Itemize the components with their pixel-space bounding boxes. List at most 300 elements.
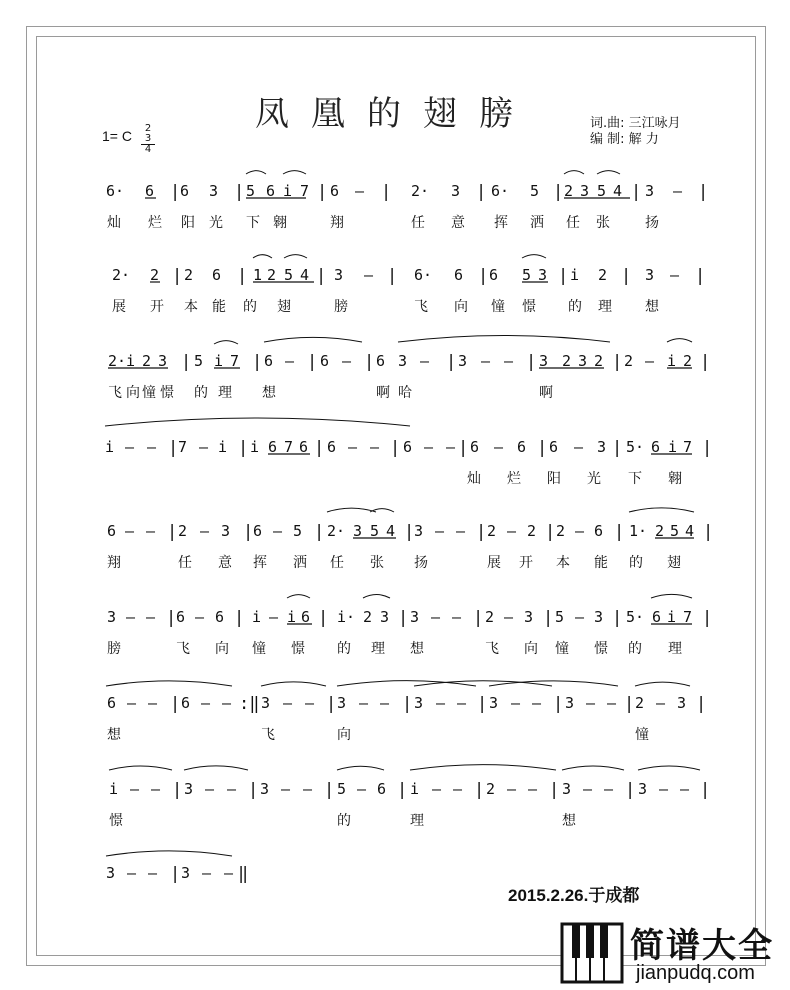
note: 2 <box>178 522 188 540</box>
barline: | <box>166 608 177 628</box>
note: 6 <box>299 438 309 456</box>
lyric: 理 <box>598 299 612 315</box>
note: – <box>273 522 283 540</box>
note: 4 <box>300 266 310 284</box>
note: 2· <box>327 522 346 540</box>
barline: | <box>703 522 714 542</box>
barline: | <box>381 182 392 202</box>
lyric: 下 <box>628 471 642 487</box>
lyric: 想 <box>107 727 121 743</box>
barline: | <box>458 438 469 458</box>
note: – <box>680 780 690 798</box>
note: 3 <box>380 608 390 626</box>
note: 3 <box>106 864 116 882</box>
lyric: 扬 <box>414 555 428 571</box>
note: 6· <box>491 182 510 200</box>
note: – <box>130 780 140 798</box>
note: 3 <box>677 694 687 712</box>
lyric: 飞 <box>176 641 190 657</box>
lyric: 憧 <box>142 385 156 401</box>
note: 6 <box>264 352 274 370</box>
barline: | <box>243 522 254 542</box>
lyric: 任 <box>411 215 425 231</box>
note: i <box>250 438 260 456</box>
note: i <box>214 352 224 370</box>
lyric: 阳 <box>181 215 195 231</box>
barline: | <box>526 352 537 372</box>
note: 3 <box>489 694 499 712</box>
note: – <box>359 694 369 712</box>
lyric: 翅 <box>667 555 681 571</box>
note: 2 <box>594 352 604 370</box>
slur <box>667 339 692 342</box>
note: 5 <box>555 608 565 626</box>
note: 3 <box>565 694 575 712</box>
note: 3 <box>414 694 424 712</box>
lyric: 理 <box>218 385 232 401</box>
note: 5 <box>522 266 532 284</box>
note: 3 <box>260 780 270 798</box>
slur <box>109 766 172 770</box>
note: 2 <box>683 352 693 370</box>
lyric: 膀 <box>107 641 121 657</box>
note: 3 <box>458 352 468 370</box>
note: 3 <box>410 608 420 626</box>
lyric: 的 <box>628 641 642 657</box>
note: – <box>357 780 367 798</box>
lyric: 展 <box>487 555 501 571</box>
barline: | <box>543 608 554 628</box>
note: – <box>435 522 445 540</box>
barline: | <box>314 522 325 542</box>
note: i <box>667 352 677 370</box>
note: 1· <box>629 522 648 540</box>
lyric: 任 <box>566 215 580 231</box>
slur <box>283 171 306 174</box>
note: i <box>570 266 580 284</box>
note: 2· <box>108 352 127 370</box>
note: – <box>283 694 293 712</box>
note: 2 <box>486 780 496 798</box>
barline: | <box>700 352 711 372</box>
barline: | <box>234 182 245 202</box>
lyric: 的 <box>568 299 582 315</box>
note: 2 <box>363 608 373 626</box>
note: 3 <box>578 352 588 370</box>
slur <box>410 765 556 770</box>
note: i <box>287 608 297 626</box>
lyric: 能 <box>594 555 608 571</box>
lyric: 的 <box>243 299 257 315</box>
note: 7 <box>683 608 693 626</box>
song-title: 凤凰的翅膀 <box>255 94 535 134</box>
barline: | <box>170 182 181 202</box>
note: 2 <box>564 182 574 200</box>
note: – <box>201 694 211 712</box>
lyric: 飞 <box>261 727 275 743</box>
note: – <box>420 352 430 370</box>
lyric: 憧 <box>491 299 505 315</box>
barline: | <box>625 780 636 800</box>
lyric: 灿 <box>107 215 121 231</box>
note: 7 <box>300 182 310 200</box>
slur <box>106 681 232 686</box>
barline: | <box>237 266 248 286</box>
barline: | <box>696 694 707 714</box>
time-signature-bottom: 4 <box>141 144 155 155</box>
key-signature: 1= C <box>102 128 132 144</box>
lyric: 的 <box>337 813 351 829</box>
slur <box>564 171 584 174</box>
barline: | <box>316 266 327 286</box>
lyric: 憧 <box>635 727 649 743</box>
lyric: 向 <box>126 385 140 401</box>
note: 4 <box>386 522 396 540</box>
date-location: 2015.2.26.于成都 <box>508 886 640 905</box>
note: 3 <box>645 182 655 200</box>
note: 3 <box>209 182 219 200</box>
note: – <box>281 780 291 798</box>
note: – <box>436 694 446 712</box>
note: – <box>200 522 210 540</box>
lyric: 理 <box>410 813 424 829</box>
barline: | <box>398 608 409 628</box>
lyric: 飞 <box>414 299 428 315</box>
note: 6 <box>652 608 662 626</box>
barline: | <box>537 438 548 458</box>
barline: | <box>700 780 711 800</box>
note: 3 <box>539 352 549 370</box>
note: 3 <box>334 266 344 284</box>
note: 3 <box>594 608 604 626</box>
note: – <box>432 780 442 798</box>
lyric: 张 <box>596 215 610 231</box>
note: 6 <box>403 438 413 456</box>
lyric: 哈 <box>398 385 412 401</box>
slur <box>287 595 310 598</box>
barline: | <box>364 352 375 372</box>
lyric: 想 <box>645 299 659 315</box>
note: – <box>305 694 315 712</box>
barline: | <box>702 438 713 458</box>
lyric: 翱 <box>668 471 682 487</box>
note: 7 <box>178 438 188 456</box>
lyric: 任 <box>178 555 192 571</box>
note: 6 <box>454 266 464 284</box>
note: 6 <box>594 522 604 540</box>
barline: | <box>402 694 413 714</box>
barline: | <box>702 608 713 628</box>
note: – <box>670 266 680 284</box>
lyric: 想 <box>410 641 424 657</box>
barline: | <box>612 352 623 372</box>
barline: | <box>631 182 642 202</box>
note: 6 <box>180 182 190 200</box>
note: – <box>125 522 135 540</box>
note: – <box>604 780 614 798</box>
note: 7 <box>683 438 693 456</box>
barline: ‖ <box>238 864 249 884</box>
lyric: 向 <box>524 641 538 657</box>
note: i <box>668 438 678 456</box>
note: – <box>146 608 156 626</box>
note: 6 <box>107 694 117 712</box>
lyric: 挥 <box>253 555 267 571</box>
barline: | <box>558 266 569 286</box>
note: 6 <box>327 438 337 456</box>
note: 2 <box>485 608 495 626</box>
note: – <box>607 694 617 712</box>
barline: | <box>404 522 415 542</box>
note: 3 <box>107 608 117 626</box>
note: – <box>528 780 538 798</box>
lyric: 本 <box>556 555 570 571</box>
note: 4 <box>685 522 695 540</box>
note: 5 <box>293 522 303 540</box>
note: – <box>452 608 462 626</box>
lyric: 洒 <box>293 555 307 571</box>
barline: | <box>614 522 625 542</box>
note: – <box>380 694 390 712</box>
lyric: 烂 <box>507 471 521 487</box>
barline: | <box>695 266 706 286</box>
note: – <box>126 608 136 626</box>
note: – <box>656 694 666 712</box>
lyric: 烂 <box>148 215 162 231</box>
watermark-url: jianpudq.com <box>636 962 755 984</box>
note: 6 <box>107 522 117 540</box>
barline: | <box>473 608 484 628</box>
barline: | <box>172 780 183 800</box>
barline: | <box>181 352 192 372</box>
note: – <box>224 864 234 882</box>
note: 2 <box>598 266 608 284</box>
lyric: 扬 <box>645 215 659 231</box>
note: i <box>283 182 293 200</box>
lyric: 飞 <box>108 385 122 401</box>
barline: | <box>478 266 489 286</box>
note: – <box>127 694 137 712</box>
credits-lyricist-composer: 词.曲: 三江咏月 <box>590 116 681 131</box>
note: 2 <box>635 694 645 712</box>
note: 6 <box>266 182 276 200</box>
note: 3 <box>524 608 534 626</box>
barline: | <box>326 694 337 714</box>
note: 3 <box>398 352 408 370</box>
note: – <box>504 352 514 370</box>
note: 3 <box>353 522 363 540</box>
slur <box>261 682 326 686</box>
note: 6 <box>215 608 225 626</box>
note: 6 <box>320 352 330 370</box>
lyric: 的 <box>337 641 351 657</box>
slur <box>105 418 410 426</box>
note: – <box>205 780 215 798</box>
barline: | <box>168 438 179 458</box>
note: – <box>348 438 358 456</box>
note: – <box>424 438 434 456</box>
note: 6 <box>651 438 661 456</box>
slur <box>629 508 694 512</box>
lyric: 的 <box>194 385 208 401</box>
note: – <box>673 182 683 200</box>
lyric: 憬 <box>291 641 305 657</box>
lyric: 洒 <box>530 215 544 231</box>
note: – <box>457 694 467 712</box>
note: 6 <box>301 608 311 626</box>
slur <box>337 766 384 770</box>
lyric: 本 <box>184 299 198 315</box>
note: i <box>667 608 677 626</box>
note: – <box>269 608 279 626</box>
note: 3 <box>562 780 572 798</box>
barline: | <box>446 352 457 372</box>
barline: | <box>545 522 556 542</box>
lyric: 想 <box>562 813 576 829</box>
barline: | <box>474 780 485 800</box>
note: – <box>127 864 137 882</box>
note: 6 <box>470 438 480 456</box>
barline: | <box>170 694 181 714</box>
barline: | <box>390 438 401 458</box>
note: i <box>126 352 136 370</box>
note: 6 <box>517 438 527 456</box>
note: – <box>355 182 365 200</box>
note: – <box>146 522 156 540</box>
note: 6· <box>414 266 433 284</box>
lyric: 下 <box>246 215 260 231</box>
slur <box>363 595 390 598</box>
lyric: 翱 <box>273 215 287 231</box>
note: – <box>148 694 158 712</box>
lyric: 向 <box>454 299 468 315</box>
barline: | <box>318 608 329 628</box>
slur <box>327 508 376 512</box>
lyric: 憬 <box>109 813 123 829</box>
note: – <box>125 438 135 456</box>
note: – <box>342 352 352 370</box>
note: 5 <box>194 352 204 370</box>
note: – <box>574 438 584 456</box>
slur <box>398 335 610 342</box>
lyric: 光 <box>587 471 601 487</box>
barline: | <box>170 864 181 884</box>
lyric: 憧 <box>252 641 266 657</box>
lyric: 翔 <box>107 555 121 571</box>
note: – <box>659 780 669 798</box>
lyric: 灿 <box>467 471 481 487</box>
note: 2 <box>562 352 572 370</box>
note: 6 <box>145 182 155 200</box>
barline: | <box>252 352 263 372</box>
note: 3 <box>337 694 347 712</box>
note: – <box>504 608 514 626</box>
note: – <box>199 438 209 456</box>
lyric: 飞 <box>485 641 499 657</box>
note: 4 <box>613 182 623 200</box>
note: 3 <box>221 522 231 540</box>
slur <box>184 766 248 770</box>
note: 6 <box>549 438 559 456</box>
lyric: 能 <box>212 299 226 315</box>
lyric: 阳 <box>547 471 561 487</box>
note: 6 <box>330 182 340 200</box>
note: – <box>507 522 517 540</box>
barline: | <box>549 780 560 800</box>
slur <box>638 766 700 770</box>
note: 1 <box>253 266 263 284</box>
barline: | <box>248 780 259 800</box>
note: – <box>507 780 517 798</box>
watermark-name: 简谱大全 <box>630 926 774 966</box>
note: 3 <box>181 864 191 882</box>
lyric: 开 <box>519 555 533 571</box>
note: 3 <box>184 780 194 798</box>
note: – <box>285 352 295 370</box>
lyric: 挥 <box>494 215 508 231</box>
lyric: 向 <box>215 641 229 657</box>
note: – <box>456 522 466 540</box>
note: 3 <box>451 182 461 200</box>
note: 6 <box>377 780 387 798</box>
note: 2 <box>556 522 566 540</box>
barline: | <box>234 608 245 628</box>
note: 6 <box>253 522 263 540</box>
note: 3 <box>261 694 271 712</box>
note: 5 <box>284 266 294 284</box>
barline: | <box>553 182 564 202</box>
note: – <box>227 780 237 798</box>
slur <box>214 341 238 344</box>
note: 5 <box>670 522 680 540</box>
note: – <box>202 864 212 882</box>
note: 6· <box>106 182 125 200</box>
note: 5· <box>626 438 645 456</box>
note: 3 <box>645 266 655 284</box>
lyric: 翔 <box>330 215 344 231</box>
note: – <box>453 780 463 798</box>
note: 6 <box>181 694 191 712</box>
slur <box>562 766 624 770</box>
barline: | <box>612 438 623 458</box>
barline: | <box>612 608 623 628</box>
note: – <box>586 694 596 712</box>
barline: | <box>167 522 178 542</box>
lyric: 开 <box>150 299 164 315</box>
lyric: 张 <box>370 555 384 571</box>
note: – <box>151 780 161 798</box>
note: 7 <box>284 438 294 456</box>
note: 2· <box>112 266 131 284</box>
note: – <box>370 438 380 456</box>
barline: | <box>307 352 318 372</box>
lyric: 憧 <box>555 641 569 657</box>
note: – <box>446 438 456 456</box>
lyric: 意 <box>451 215 465 231</box>
note: 3 <box>414 522 424 540</box>
slur <box>635 682 690 686</box>
lyric: 任 <box>330 555 344 571</box>
note: – <box>148 864 158 882</box>
barline: | <box>477 694 488 714</box>
note: 3 <box>597 438 607 456</box>
lyric: 向 <box>337 727 351 743</box>
note: i <box>252 608 262 626</box>
note: i <box>218 438 228 456</box>
note: – <box>575 608 585 626</box>
note: 5 <box>246 182 256 200</box>
note: 3 <box>538 266 548 284</box>
